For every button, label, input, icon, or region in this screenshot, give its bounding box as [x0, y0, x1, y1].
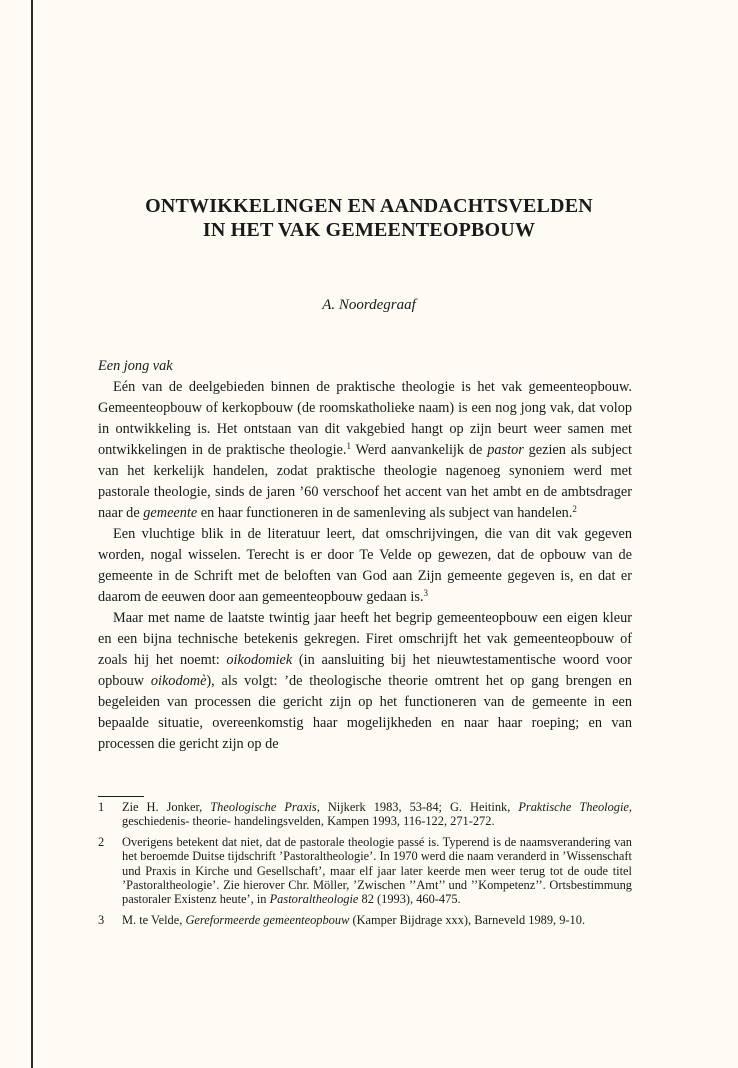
footnote-number: 1	[98, 800, 105, 814]
footnote-ref-3: 3	[423, 588, 429, 598]
title-line-1: ONTWIKKELINGEN EN AANDACHTSVELDEN	[145, 195, 593, 217]
footnote-divider	[98, 796, 144, 797]
footnote-2	[98, 835, 632, 907]
page-edge-line	[31, 0, 33, 1068]
body-text	[98, 356, 632, 755]
footnote-number: 2	[98, 834, 105, 849]
author-name: A. Noordegraaf	[322, 297, 416, 313]
title-line-2: IN HET VAK GEMEENTEOPBOUW	[202, 219, 536, 241]
footnote-text: Overigens betekent dat niet, dat de pastorale theologie passé is. Typerend is de naamsverandering van het beroemde Duitse tijdschrift ’Pastoraltheologie’. In 1970 werd die naam veranderd in ’Wissenschaft und Praxis in Kirche und Gesellschaft’, maar elf jaar later keerde men weer terug tot de oude titel ’Pastoraltheologie’. Zie hierover Chr. Möller, ’Zwischen ’’Amt’’ und ’’Kompetenz’’. Ortsbestimmung pastoraler Existenz heute’, in Pastoraltheologie 82 (1993), 460-475.	[122, 834, 632, 907]
paragraph-3: Maar met name de laatste twintig jaar heeft het begrip gemeenteopbouw een eigen kleur en een bijna technische betekenis gekregen. Firet omschrijft het vak gemeenteopbouw of zoals hij het noemt: oikodomiek (in aansluiting bij het nieuwtestamentische woord voor opbouw oikodomè), als volgt: ’de theologische theorie omtrent het op gang brengen en begeleiden van processen die gericht zijn op het functioneren van de gemeente in een bepaalde situatie, overeenkomstig haar mogelijkheden en naar haar roeping; en van processen die gericht zijn op de	[98, 610, 632, 752]
section-heading: Een jong vak	[98, 358, 173, 374]
footnote-text: Zie H. Jonker, Theologische Praxis, Nijkerk 1983, 53-84; G. Heitink, Praktische Theologie, geschiedenis- theorie- handelingsvelden, Kampen 1993, 116-122, 271-272.	[122, 800, 633, 829]
footnote-ref-1: 1	[346, 441, 351, 451]
article-title	[60, 194, 678, 242]
footnote-text: M. te Velde, Gereformeerde gemeenteopbouw (Kamper Bijdrage xxx), Barneveld 1989, 9-10.	[122, 912, 586, 927]
footnote-1	[98, 800, 632, 829]
footnote-number: 3	[98, 912, 105, 927]
paragraph-2: Een vluchtige blik in de literatuur leert, dat omschrijvingen, die van dit vak gegeven worden, nogal wisselen. Terecht is er door Te Velde op gewezen, dat de opbouw van de gemeente in de Schrift met de beloften van God aan Zijn gemeente gegeven is, en dat er daarom de eeuwen door aan gemeenteopbouw gedaan is.$^3$	[98, 526, 632, 605]
footnote-3	[98, 913, 632, 927]
paragraph-1: Eén van de deelgebieden binnen de praktische theologie is het vak gemeenteopbouw. Gemeenteopbouw of kerkopbouw (de roomskatholieke naam) is een nog jong vak, dat volop in ontwikkeling is. Het ontstaan van dit vakgebied hangt op zijn beurt weer samen met ontwikkelingen in de praktische theologie.$^1$ Werd aanvankelijk de pastor gezien als subject van het kerkelijk handelen, zodat praktische theologie nagenoeg synoniem werd met pastorale theologie, sinds de jaren ’60 verschoof het accent van het ambt en de ambtsdrager naar de gemeente en haar functioneren in de samenleving als subject van handelen.$^2$	[98, 379, 632, 521]
footnote-ref-2: 2	[572, 504, 577, 514]
footnotes	[98, 800, 632, 933]
